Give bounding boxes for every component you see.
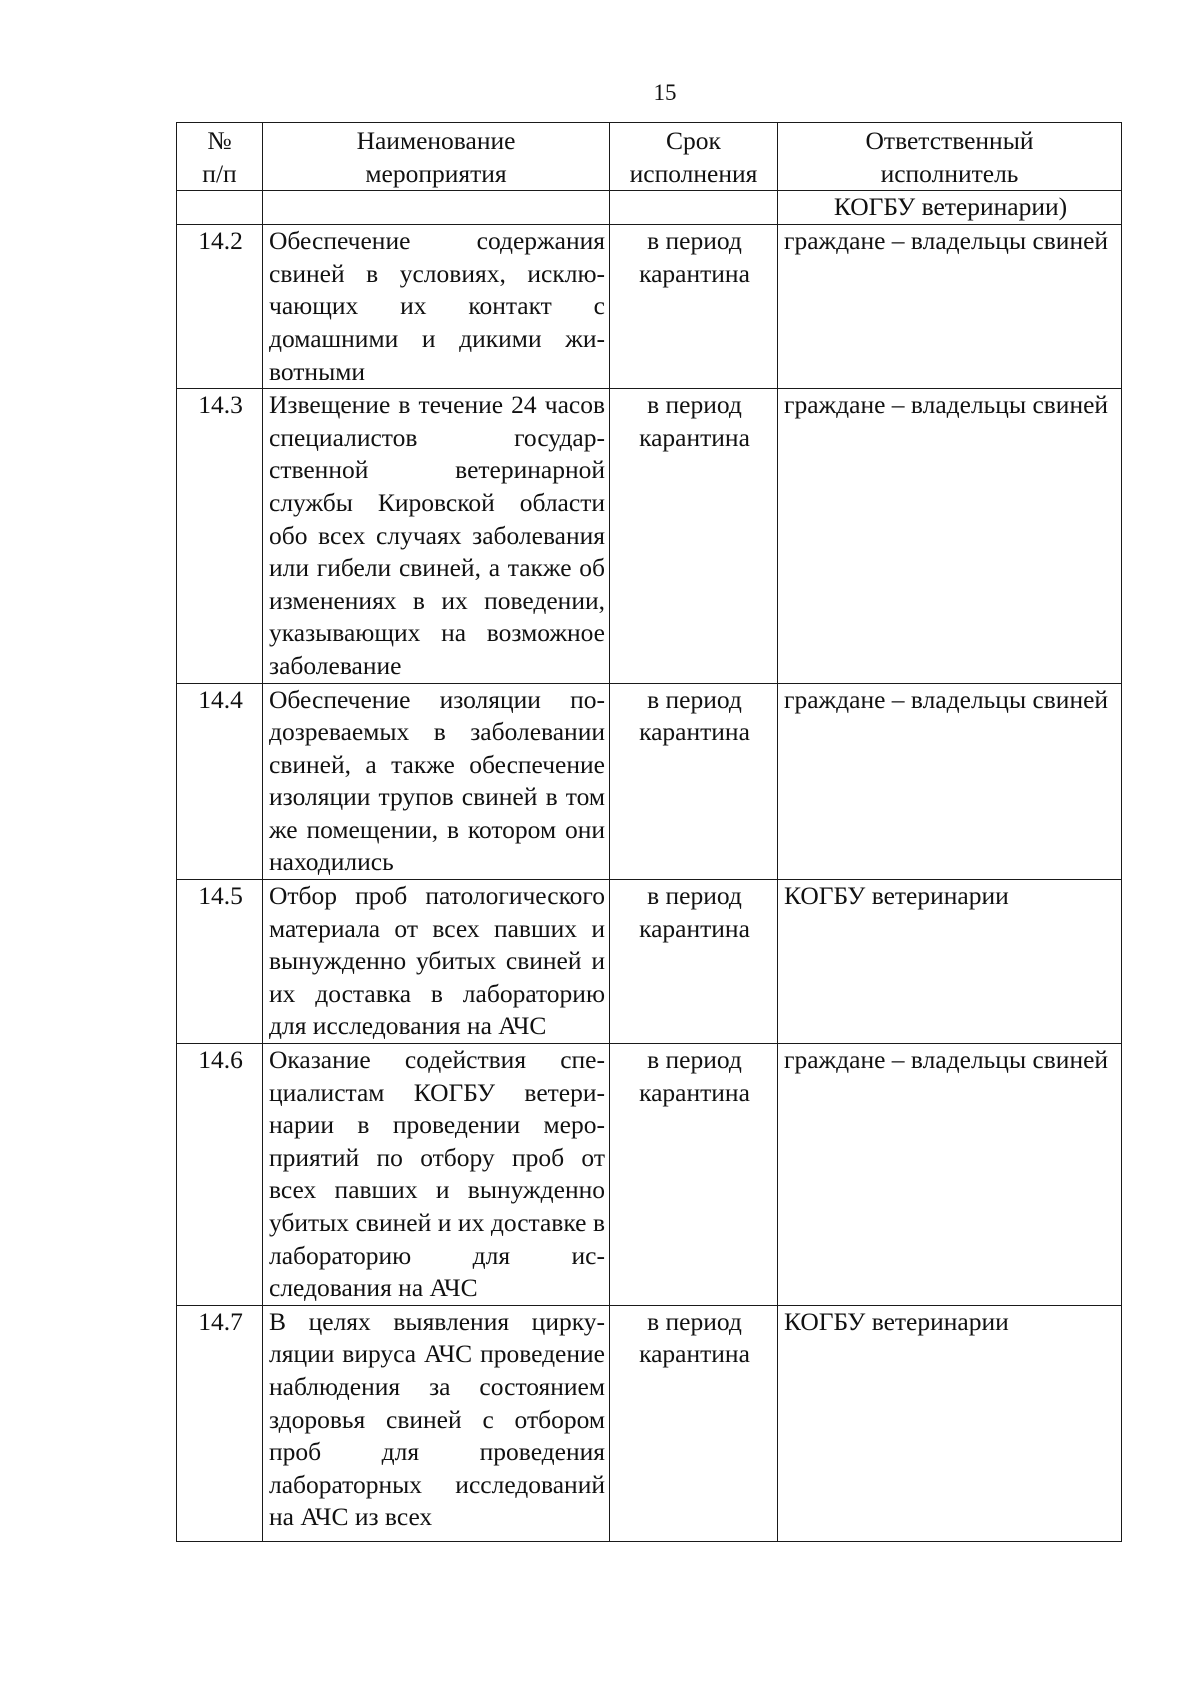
table-row (177, 389, 1122, 683)
cell-resp: граждане – владельцы свиней (778, 1044, 1122, 1306)
header-row (177, 123, 1122, 191)
cell-term (610, 191, 778, 225)
cell-term: в период карантина (610, 225, 778, 389)
cell-name: Отбор проб патологического материала от всех павших и вынужденно убитых свиней и их доставка в лабораторию для исследования на АЧС (263, 880, 610, 1044)
table-header (177, 123, 1122, 191)
page-number: 15 (653, 80, 677, 105)
cell-name: Обеспечение изоляции подозреваемых в заболевании свиней, а также обеспечение изоляции трупов свиней в том же помещении, в котором они находились (263, 683, 610, 880)
cell-num: 14.3 (177, 389, 263, 683)
table-row (177, 1305, 1122, 1541)
cell-num: 14.6 (177, 1044, 263, 1306)
cell-num: 14.5 (177, 880, 263, 1044)
header-name: Наименование мероприятия (263, 123, 610, 191)
cell-resp: КОГБУ ветеринарии (778, 1305, 1122, 1541)
cell-term: в период карантина (610, 389, 778, 683)
table-row (177, 880, 1122, 1044)
measures-table (176, 122, 1122, 1542)
cell-name: Извещение в течение 24 часов специалистов государственной ветеринарной службы Кировской области обо всех случаях заболевания или гибели свиней, а также об изменениях в их поведении, указывающих на возможное заболевание (263, 389, 610, 683)
cell-resp: граждане – владельцы свиней (778, 389, 1122, 683)
table-row (177, 225, 1122, 389)
table-row-continued (177, 191, 1122, 225)
cell-resp: КОГБУ ветеринарии) (778, 191, 1122, 225)
cell-term: в период карантина (610, 1305, 778, 1541)
cell-num (177, 191, 263, 225)
table-row (177, 1044, 1122, 1306)
header-num: № п/п (177, 123, 263, 191)
cell-resp: граждане – владельцы свиней (778, 225, 1122, 389)
cell-term: в период карантина (610, 683, 778, 880)
cell-resp: граждане – владельцы свиней (778, 683, 1122, 880)
cell-name: Оказание содействия специалистам КОГБУ ветеринарии в проведении мероприятий по отбору проб от всех павших и вынужденно убитых свиней и их доставке в лабораторию для исследования на АЧС (263, 1044, 610, 1306)
table-row (177, 683, 1122, 880)
cell-name: Обеспечение содержания свиней в условиях, исключающих их контакт с домашними и дикими животными (263, 225, 610, 389)
cell-num: 14.7 (177, 1305, 263, 1541)
cell-term: в период карантина (610, 880, 778, 1044)
table-body (177, 191, 1122, 1542)
header-term: Срок исполнения (610, 123, 778, 191)
cell-resp: КОГБУ ветеринарии (778, 880, 1122, 1044)
cell-term: в период карантина (610, 1044, 778, 1306)
cell-num: 14.2 (177, 225, 263, 389)
cell-name: В целях выявления циркуляции вируса АЧС проведение наблюдения за состоянием здоровья свиней с отбором проб для проведения лабораторных исследований на АЧС из всех (263, 1305, 610, 1541)
cell-name (263, 191, 610, 225)
cell-num: 14.4 (177, 683, 263, 880)
header-resp: Ответственный исполнитель (778, 123, 1122, 191)
